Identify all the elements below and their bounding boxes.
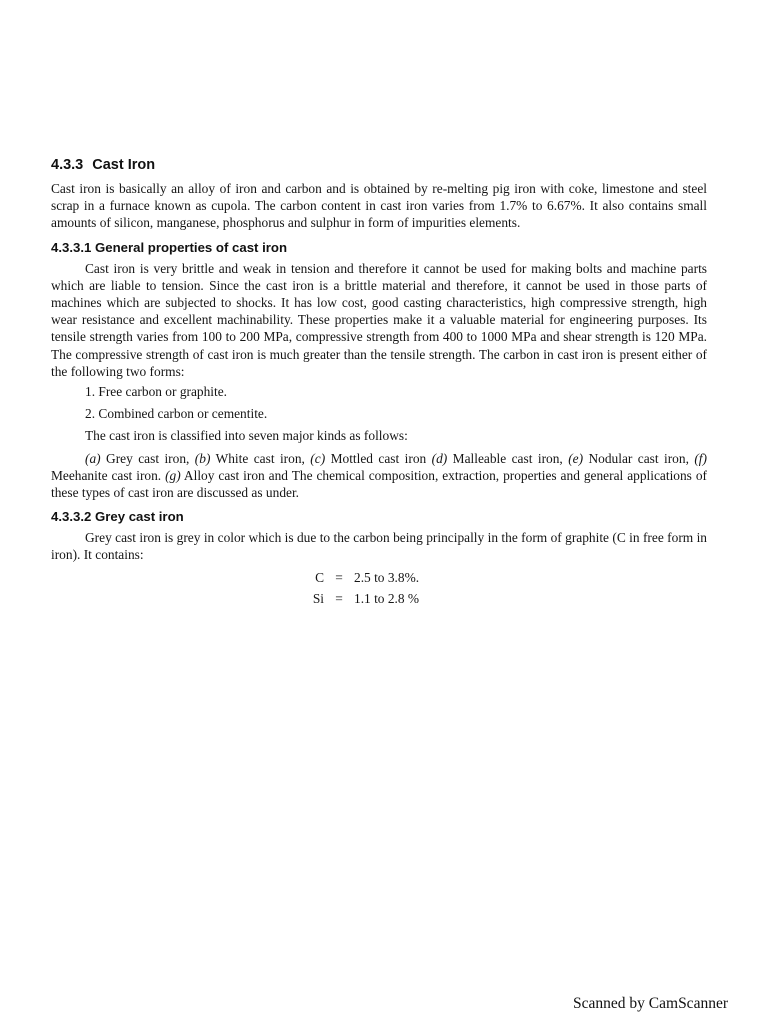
kind-label: (d) xyxy=(431,450,448,466)
kind-text: White cast iron, xyxy=(210,450,311,466)
section-title: Cast Iron xyxy=(92,157,156,173)
kind-label: (a) xyxy=(85,450,101,466)
kind-label: (b) xyxy=(194,450,211,466)
composition-equals: = xyxy=(335,590,343,606)
composition-row xyxy=(51,567,707,588)
composition-value: 2.5 to 3.8%. xyxy=(354,569,420,585)
kind-text: Alloy cast iron and The chemical composition, extraction, properties and general applications of these types of cast iron are discussed as under. xyxy=(51,467,707,501)
document-page xyxy=(51,156,707,609)
list-item: 1. Free carbon or graphite. xyxy=(85,384,228,400)
kind-label: (e) xyxy=(568,450,584,466)
general-properties-heading: 4.3.3.1 General properties of cast iron xyxy=(51,239,287,255)
kind-text: Nodular cast iron, xyxy=(583,450,695,466)
intro-paragraph: Cast iron is basically an alloy of iron and carbon and is obtained by re-melting pig iron with coke, limestone and steel scrap in a furnace known as cupola. The carbon content in cast iron varies from 1.7% to 6.67%. It also contains small amounts of silicon, manganese, phosphorus and sulphur in form of impurities elements. xyxy=(51,181,707,231)
cast-iron-kinds-paragraph xyxy=(51,450,707,502)
kind-label: (f) xyxy=(694,450,707,466)
kind-text: Malleable cast iron, xyxy=(447,450,569,466)
composition-element: Si xyxy=(312,590,324,606)
kind-label: (c) xyxy=(310,450,326,466)
kind-label: (g) xyxy=(165,467,181,483)
composition-row xyxy=(51,588,707,609)
kind-text: Mottled cast iron xyxy=(325,450,432,466)
composition-equals: = xyxy=(335,569,343,585)
composition-value: 1.1 to 2.8 % xyxy=(354,590,420,606)
carbon-forms-list xyxy=(51,383,707,422)
section-heading xyxy=(51,156,707,174)
composition-element: C xyxy=(315,569,324,585)
list-item: 2. Combined carbon or cementite. xyxy=(85,406,268,422)
grey-cast-iron-paragraph: Grey cast iron is grey in color which is due to the carbon being principally in the form of graphite (C in free form in iron). It contains: xyxy=(51,530,707,563)
classification-sentence: The cast iron is classified into seven major kinds as follows: xyxy=(85,428,408,444)
general-properties-paragraph: Cast iron is very brittle and weak in tension and therefore it cannot be used for making bolts and machine parts which are liable to tension. Since the cast iron is a brittle material and therefore, it cannot be used in those parts of machines which are subjected to shocks. It has low cost, good casting characteristics, high compressive strength, high wear resistance and excellent machinability. These properties make it a valuable material for engineering purposes. Its tensile strength varies from 100 to 200 MPa, compressive strength from 400 to 1000 MPa and shear strength is 120 MPa. The compressive strength of cast iron is much greater than the tensile strength. The carbon in cast iron is present either of the following two forms: xyxy=(51,260,707,379)
composition-block xyxy=(51,567,707,609)
grey-cast-iron-heading: 4.3.3.2 Grey cast iron xyxy=(51,509,184,525)
scanner-watermark: Scanned by CamScanner xyxy=(573,995,728,1012)
kind-text: Grey cast iron, xyxy=(100,450,195,466)
section-number: 4.3.3 xyxy=(51,157,84,173)
kind-text: Meehanite cast iron. xyxy=(51,467,166,483)
